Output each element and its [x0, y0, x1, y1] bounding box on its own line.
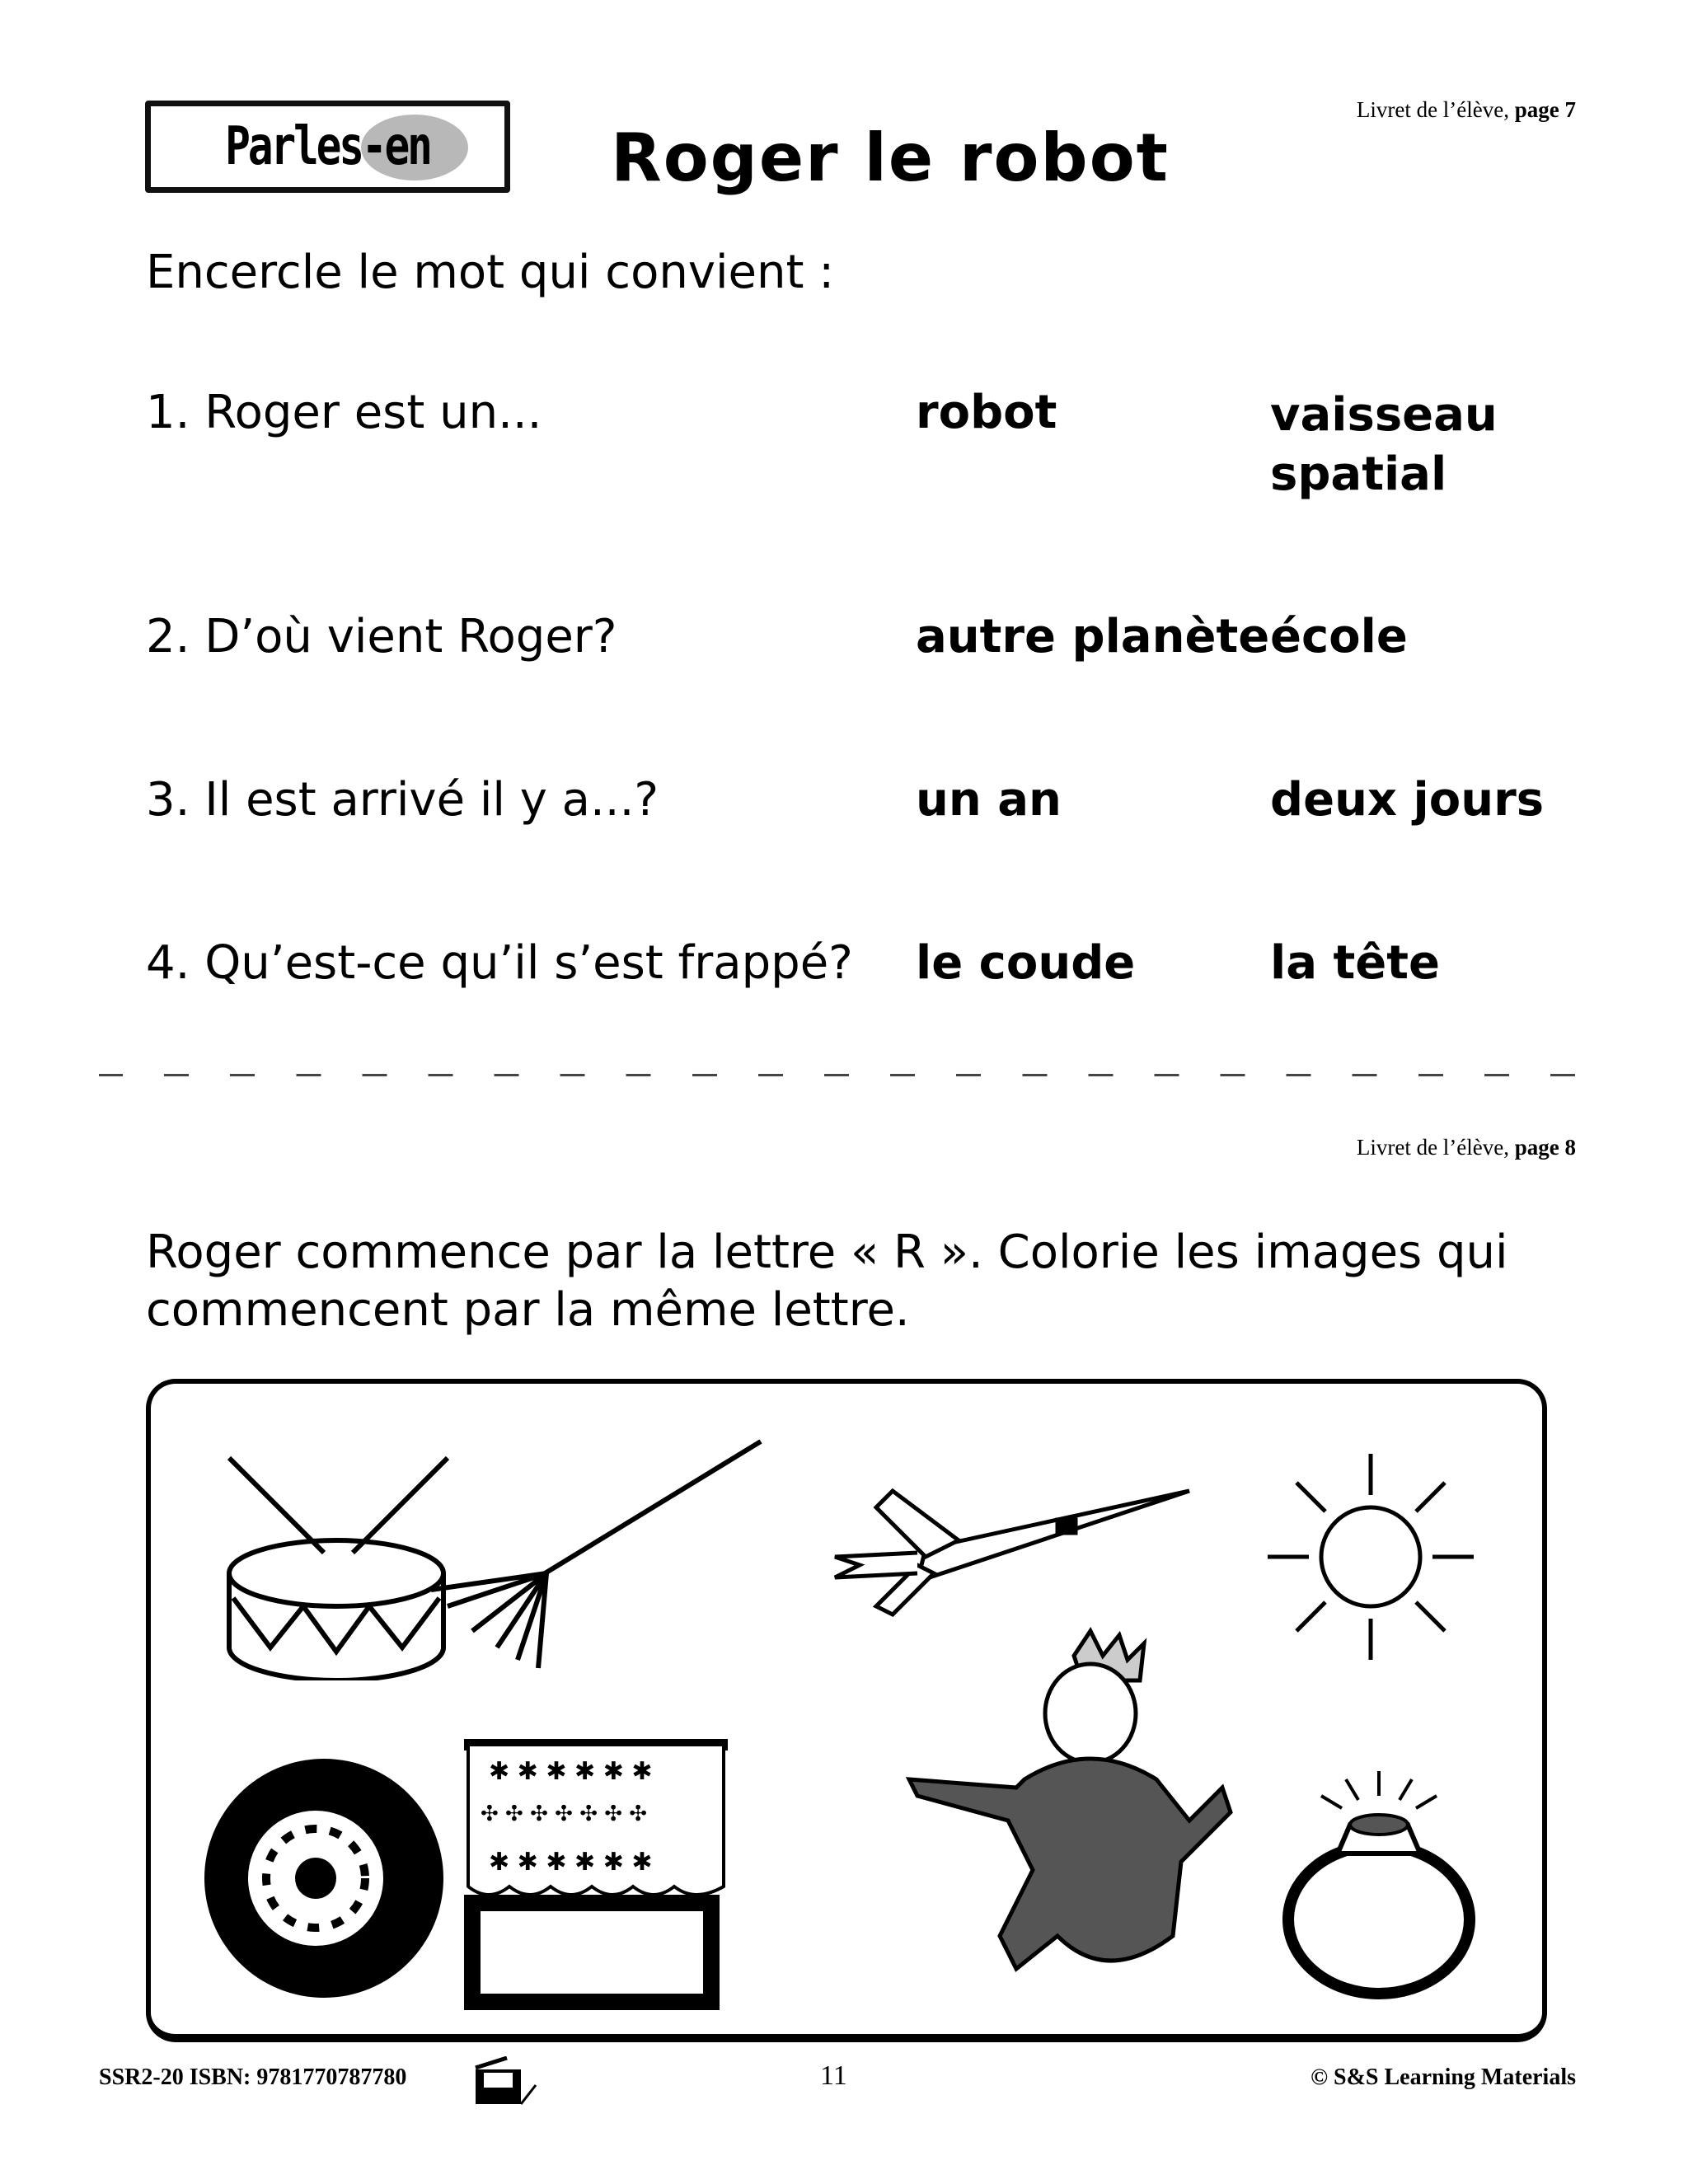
rake-icon[interactable] [423, 1433, 769, 1672]
coloring-box [146, 1379, 1547, 2042]
rocket-icon[interactable] [827, 1474, 1198, 1623]
q1-option-b-line1: vaisseau [1270, 388, 1498, 442]
page-ref-bottom [1357, 1135, 1576, 1160]
page-title: Roger le robot [611, 120, 1170, 196]
q1-option-b-line2: spatial [1270, 448, 1447, 501]
instruction-2-line2: commencent par la même lettre. [146, 1283, 910, 1337]
ring-icon[interactable] [1272, 1763, 1486, 2002]
question-2: 2. D’où vient Roger? [146, 610, 617, 663]
svg-text:✣ ✣ ✣ ✣ ✣ ✣ ✣: ✣ ✣ ✣ ✣ ✣ ✣ ✣ [481, 1802, 648, 1826]
q1-option-a[interactable]: robot [916, 386, 1057, 439]
svg-text:✱ ✱ ✱ ✱ ✱ ✱: ✱ ✱ ✱ ✱ ✱ ✱ [489, 1757, 653, 1786]
parles-en-logo [145, 101, 510, 193]
q3-option-a[interactable]: un an [916, 773, 1062, 827]
logo-text: Parles-en [225, 116, 430, 177]
svg-text:✱ ✱ ✱ ✱ ✱ ✱: ✱ ✱ ✱ ✱ ✱ ✱ [489, 1848, 653, 1877]
question-4: 4. Qu’est-ce qu’il s’est frappé? [146, 936, 853, 990]
q3-option-b[interactable]: deux jours [1270, 773, 1545, 827]
page-ref-page: page 7 [1514, 97, 1576, 122]
photocopier-icon [474, 2056, 569, 2106]
instruction-2 [146, 1224, 1508, 1339]
copyright: © S&S Learning Materials [1311, 2064, 1576, 2090]
sun-icon[interactable] [1264, 1450, 1478, 1664]
question-3: 3. Il est arrivé il y a...? [146, 773, 659, 827]
q2-option-a[interactable]: autre planète [916, 610, 1270, 663]
footer-code: SSR2-20 ISBN: 9781770787780 [99, 2064, 407, 2090]
instruction-2-line1: Roger commence par la lettre « R ». Colorie les images qui [146, 1226, 1508, 1279]
page-number: 11 [820, 2060, 847, 2091]
king-icon[interactable] [893, 1623, 1264, 2035]
curtain-icon[interactable] [456, 1738, 736, 2010]
q2-option-b[interactable]: école [1270, 610, 1408, 663]
q4-option-b[interactable]: la tête [1270, 936, 1440, 990]
q1-option-b[interactable] [1270, 386, 1498, 504]
page-ref-page: page 8 [1514, 1135, 1576, 1160]
cut-line-divider [99, 1074, 1576, 1076]
question-1: 1. Roger est un... [146, 386, 542, 439]
wheel-icon[interactable] [200, 1755, 448, 2002]
page-ref-prefix: Livret de l’élève, [1356, 1135, 1515, 1160]
instruction-1: Encercle le mot qui convient : [146, 246, 835, 299]
q4-option-a[interactable]: le coude [916, 936, 1136, 990]
page-ref-top [1357, 97, 1576, 123]
page-ref-prefix: Livret de l’élève, [1356, 97, 1515, 122]
